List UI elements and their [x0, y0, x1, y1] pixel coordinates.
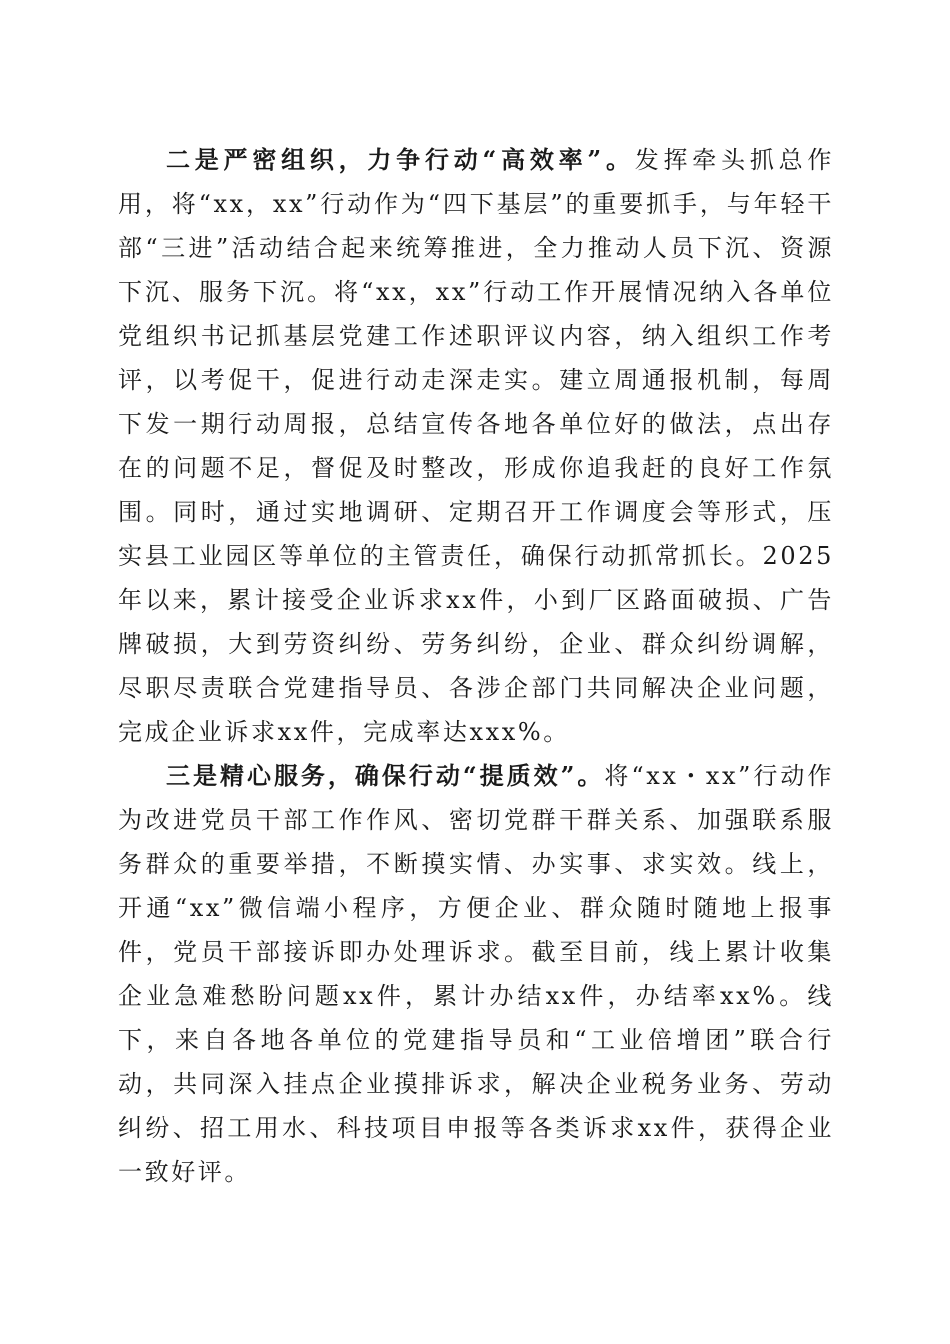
- paragraph-service: [118, 754, 834, 1194]
- paragraph-organize: [118, 138, 834, 754]
- document-body: [118, 138, 834, 1194]
- paragraph-text: 发挥牵头抓总作用，将“xx，xx”行动作为“四下基层”的重要抓手，与年轻干部“三进”活动结合起来统筹推进，全力推动人员下沉、资源下沉、服务下沉。将“xx，xx”行动工作开展情况纳入各单位党组织书记抓基层党建工作述职评议内容，纳入组织工作考评，以考促干，促进行动走深走实。建立周通报机制，每周下发一期行动周报，总结宣传各地各单位好的做法，点出存在的问题不足，督促及时整改，形成你追我赶的良好工作氛围。同时，通过实地调研、定期召开工作调度会等形式，压实县工业园区等单位的主管责任，确保行动抓常抓长。2025年以来，累计接受企业诉求xx件，小到厂区路面破损、广告牌破损，大到劳资纠纷、劳务纠纷，企业、群众纠纷调解，尽职尽责联合党建指导员、各涉企部门共同解决企业问题，完成企业诉求xx件，完成率达xxx%。: [118, 146, 835, 746]
- paragraph-lead: 二是严密组织，力争行动“高效率”。: [166, 145, 635, 174]
- paragraph-lead: 三是精心服务，确保行动“提质效”。: [166, 761, 605, 790]
- paragraph-text: 将“xx・xx”行动作为改进党员干部工作作风、密切党群干群关系、加强联系服务群众的重要举措，不断摸实情、办实事、求实效。线上，开通“xx”微信端小程序，方便企业、群众随时随地上报事件，党员干部接诉即办处理诉求。截至目前，线上累计收集企业急难愁盼问题xx件，累计办结xx件，办结率xx%。线下，来自各地各单位的党建指导员和“工业倍增团”联合行动，共同深入挂点企业摸排诉求，解决企业税务业务、劳动纠纷、招工用水、科技项目申报等各类诉求xx件，获得企业一致好评。: [118, 762, 835, 1186]
